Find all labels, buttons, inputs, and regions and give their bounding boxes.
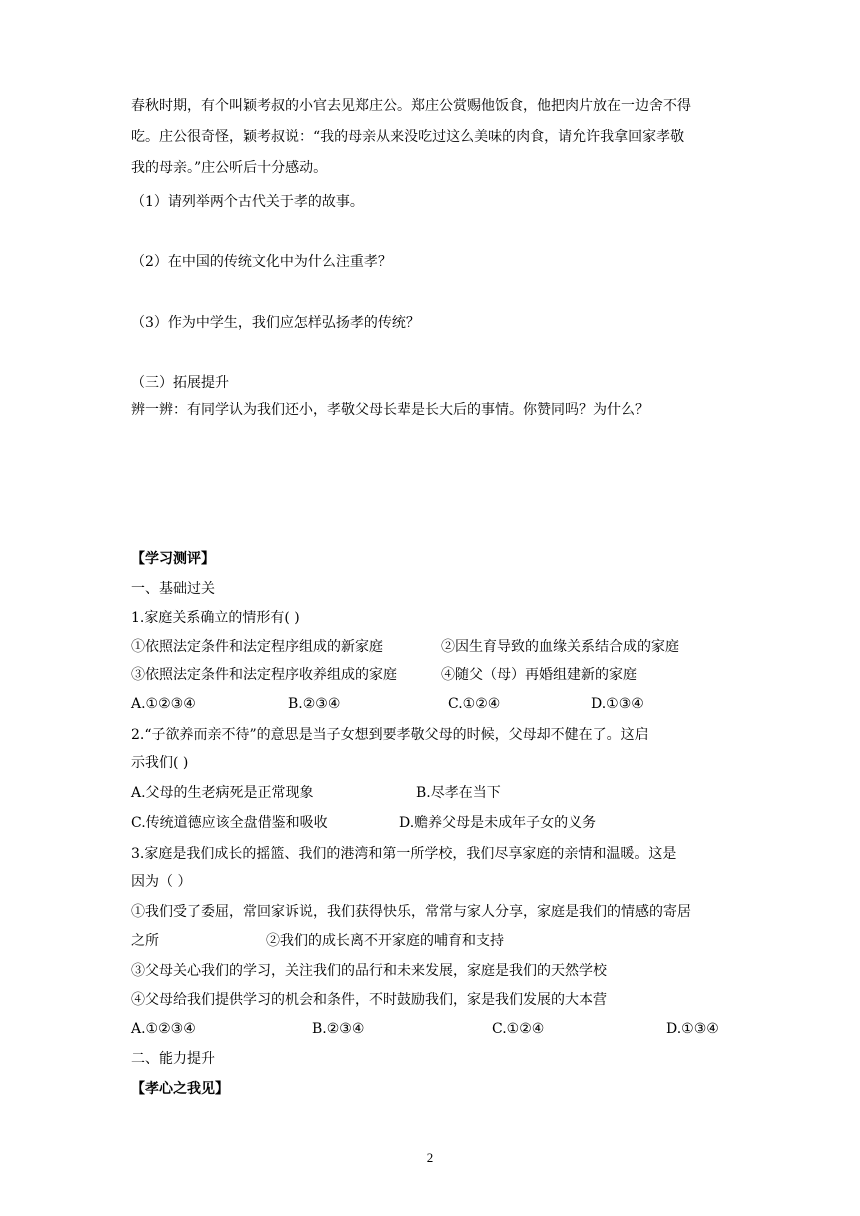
item2-options-row2 — [131, 814, 731, 832]
debate-prompt: 辨一辨：有同学认为我们还小，孝敬父母长辈是长大后的事情。你赞同吗？为什么？ — [131, 402, 649, 418]
item3-option-c: C.①②④ — [492, 1021, 545, 1037]
item1-statement-2: ②因生育导致的血缘关系结合成的家庭 — [441, 639, 679, 655]
passage-line-3: 我的母亲。”庄公听后十分感动。 — [131, 160, 328, 176]
question-2: （2）在中国的传统文化中为什么注重孝？ — [131, 254, 392, 270]
item1-statements-row2 — [131, 666, 731, 684]
item3-statement-3: ③父母关心我们的学习，关注我们的品行和未来发展，家庭是我们的天然学校 — [131, 963, 607, 979]
item1-option-c: C.①②④ — [448, 696, 501, 712]
section-basic: 一、基础过关 — [131, 581, 215, 597]
extension-heading: （三）拓展提升 — [131, 375, 229, 391]
item1-statements-row1 — [131, 638, 731, 656]
item3-statement-4: ④父母给我们提供学习的机会和条件，不时鼓励我们，家是我们发展的大本营 — [131, 992, 607, 1008]
item1-options — [131, 695, 731, 713]
assessment-heading: 【学习测评】 — [131, 551, 215, 567]
item2-option-d: D.赡养父母是未成年子女的义务 — [399, 815, 597, 831]
item3-statements-row — [131, 932, 731, 950]
item3-statement-2: ②我们的成长离不开家庭的哺育和支持 — [266, 933, 504, 949]
item2-option-b: B.尽孝在当下 — [416, 785, 501, 801]
item2-stem-line-2: 示我们( ) — [131, 755, 189, 771]
item1-statement-3: ③依照法定条件和法定程序收养组成的家庭 — [131, 667, 397, 683]
item1-statement-1: ①依照法定条件和法定程序组成的新家庭 — [131, 639, 383, 655]
item3-stem-line-2: 因为（ ） — [131, 874, 192, 890]
item1-stem: 1.家庭关系确立的情形有( ) — [131, 610, 300, 626]
item3-statement-1a: ①我们受了委屈，常回家诉说，我们获得快乐，常常与家人分享，家庭是我们的情感的寄居 — [131, 904, 691, 920]
item3-option-b: B.②③④ — [312, 1021, 365, 1037]
item1-statement-4: ④随父（母）再婚组建新的家庭 — [441, 667, 637, 683]
item2-option-c: C.传统道德应该全盘借鉴和吸收 — [131, 815, 328, 831]
item1-option-a: A.①②③④ — [131, 696, 196, 712]
item1-option-b: B.②③④ — [288, 696, 341, 712]
item3-option-a: A.①②③④ — [131, 1021, 196, 1037]
item1-option-d: D.①③④ — [591, 696, 644, 712]
item2-stem-line-1: 2.“子欲养而亲不待”的意思是当子女想到要孝敬父母的时候，父母却不健在了。这启 — [131, 727, 649, 743]
subheading-filial: 【孝心之我见】 — [131, 1081, 229, 1097]
page-number: 2 — [426, 1150, 434, 1165]
question-3: （3）作为中学生，我们应怎样弘扬孝的传统？ — [131, 315, 420, 331]
passage-line-1: 春秋时期，有个叫颖考叔的小官去见郑庄公。郑庄公赏赐他饭食，他把肉片放在一边舍不得 — [131, 98, 691, 114]
item2-option-a: A.父母的生老病死是正常现象 — [131, 785, 314, 801]
item3-stem-line-1: 3.家庭是我们成长的摇篮、我们的港湾和第一所学校，我们尽享家庭的亲情和温暖。这是 — [131, 846, 677, 862]
question-1: （1）请列举两个古代关于孝的故事。 — [131, 194, 364, 210]
item2-options-row1 — [131, 784, 731, 802]
passage-line-2: 吃。庄公很奇怪，颖考叔说：“我的母亲从来没吃过这么美味的肉食，请允许我拿回家孝敬 — [131, 129, 685, 145]
item3-options — [131, 1020, 731, 1038]
item3-option-d: D.①③④ — [666, 1021, 719, 1037]
section-ability: 二、能力提升 — [131, 1051, 215, 1067]
item3-statement-1b: 之所 — [131, 933, 159, 949]
